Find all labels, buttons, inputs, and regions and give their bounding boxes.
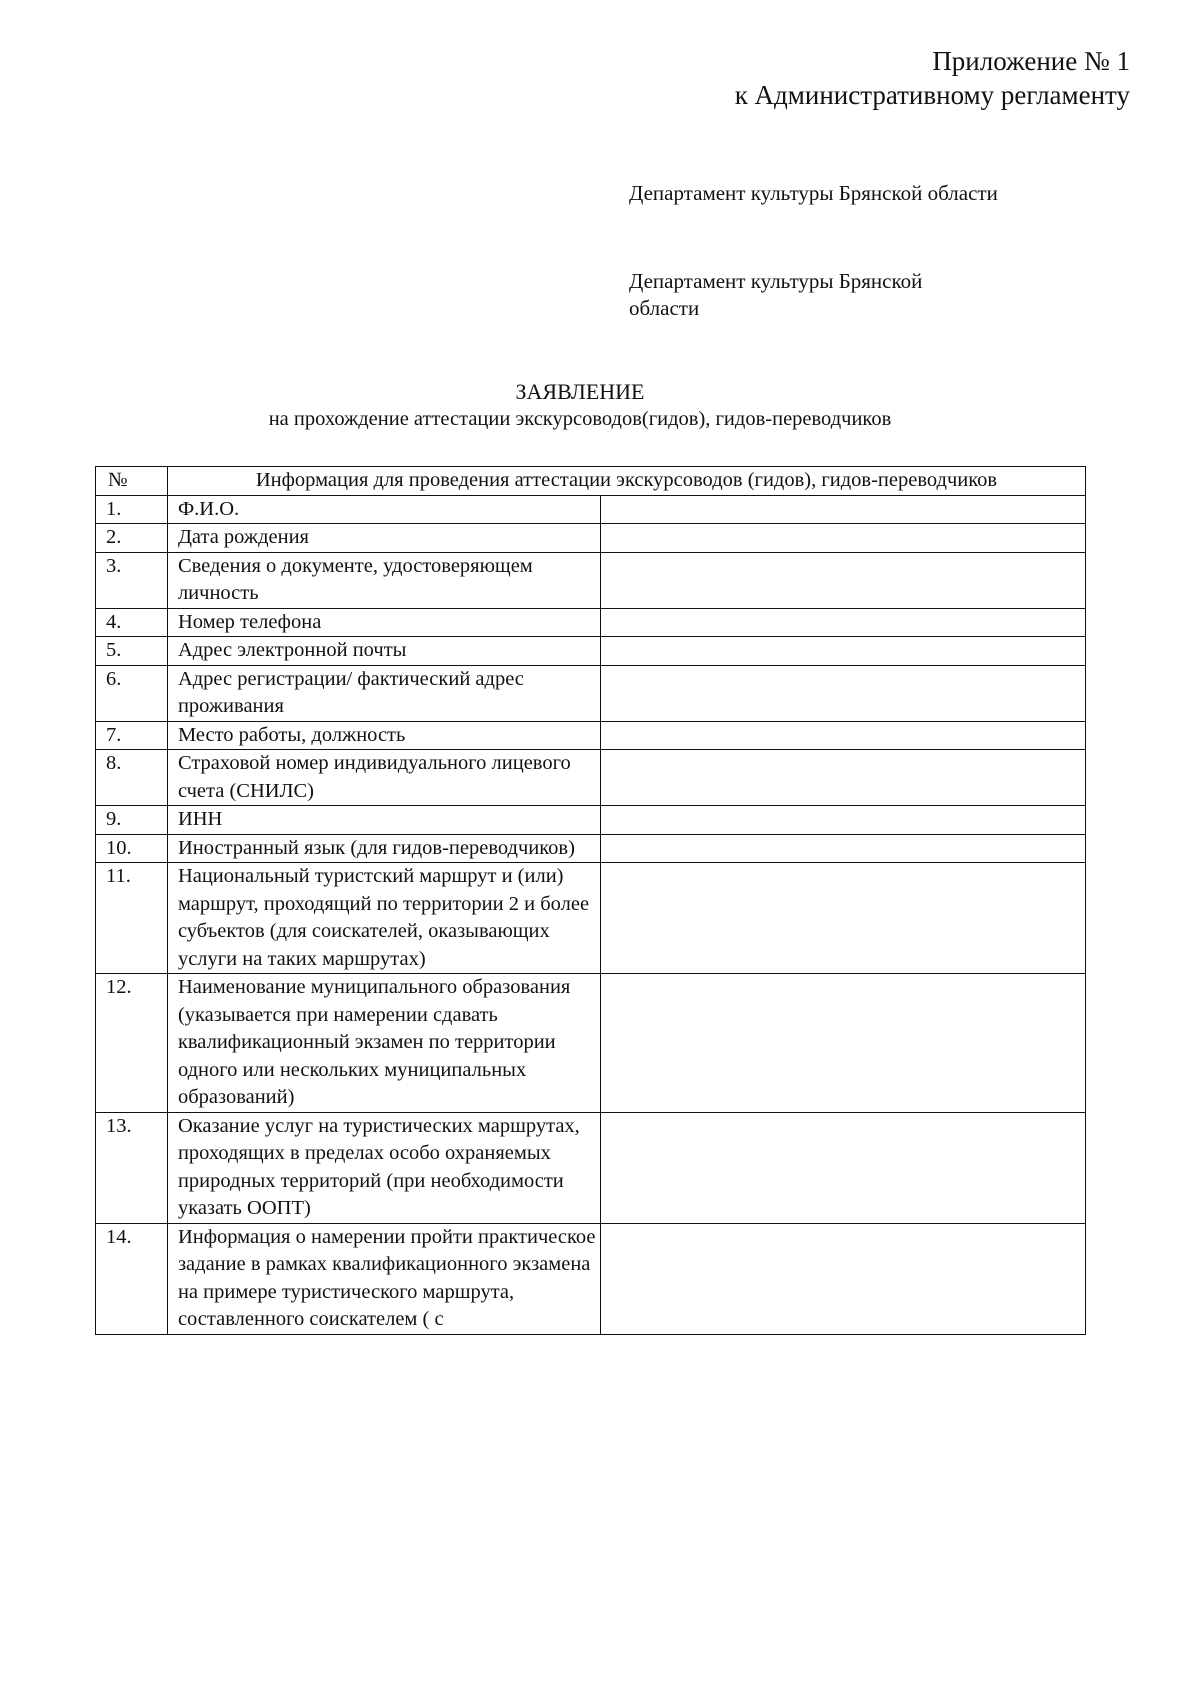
table-row (96, 806, 1086, 835)
appendix-header (735, 44, 1130, 112)
row-number: 3. (96, 552, 168, 608)
row-label: Национальный туристский маршрут и (или) маршрут, проходящий по территории 2 и более субъектов (для соискателей, оказывающих услуги на таких маршрутах) (167, 863, 600, 974)
row-value-field[interactable] (600, 1223, 1085, 1334)
table-row (96, 608, 1086, 637)
row-value-field[interactable] (600, 495, 1085, 524)
table-row (96, 495, 1086, 524)
row-value-field[interactable] (600, 750, 1085, 806)
table-row (96, 750, 1086, 806)
row-label: Адрес электронной почты (167, 637, 600, 666)
table-row (96, 665, 1086, 721)
row-value-field[interactable] (600, 665, 1085, 721)
row-value-field[interactable] (600, 637, 1085, 666)
row-number: 1. (96, 495, 168, 524)
row-number: 2. (96, 524, 168, 553)
row-number: 5. (96, 637, 168, 666)
row-value-field[interactable] (600, 552, 1085, 608)
row-number: 9. (96, 806, 168, 835)
row-number: 13. (96, 1112, 168, 1223)
table-row (96, 834, 1086, 863)
row-number: 6. (96, 665, 168, 721)
document-subtitle: на прохождение аттестации экскурсоводов(гидов), гидов-переводчиков (268, 408, 892, 430)
row-label: Место работы, должность (167, 721, 600, 750)
row-value-field[interactable] (600, 721, 1085, 750)
row-label: Информация о намерении пройти практическое задание в рамках квалификационного экзамена на примере туристического маршрута, составленного соискателем ( с (167, 1223, 600, 1334)
recipient-department-repeat: Департамент культуры Брянской области (629, 269, 923, 320)
row-value-field[interactable] (600, 834, 1085, 863)
row-value-field[interactable] (600, 1112, 1085, 1223)
row-label: Дата рождения (167, 524, 600, 553)
table-row (96, 974, 1086, 1113)
row-number: 12. (96, 974, 168, 1113)
recipient-department: Департамент культуры Брянской области (629, 181, 998, 205)
row-label: Адрес регистрации/ фактический адрес проживания (167, 665, 600, 721)
row-number: 14. (96, 1223, 168, 1334)
row-label: Номер телефона (167, 608, 600, 637)
row-label: Ф.И.О. (167, 495, 600, 524)
table-row (96, 1223, 1086, 1334)
row-number: 7. (96, 721, 168, 750)
row-label: Сведения о документе, удостоверяющем личность (167, 552, 600, 608)
document-title: ЗАЯВЛЕНИЕ (515, 379, 645, 404)
row-number: 11. (96, 863, 168, 974)
row-value-field[interactable] (600, 608, 1085, 637)
table-row (96, 721, 1086, 750)
row-label: Иностранный язык (для гидов-переводчиков) (167, 834, 600, 863)
row-number: 4. (96, 608, 168, 637)
row-value-field[interactable] (600, 974, 1085, 1113)
table-header-row (96, 467, 1086, 496)
table-row (96, 552, 1086, 608)
row-value-field[interactable] (600, 863, 1085, 974)
number-column-header: № (96, 467, 168, 496)
row-label: Наименование муниципального образования (указывается при намерении сдавать квалификационный экзамен по территории одного или нескольких муниципальных образований) (167, 974, 600, 1113)
row-label: ИНН (167, 806, 600, 835)
document-title-block (0, 378, 1160, 432)
row-number: 8. (96, 750, 168, 806)
appendix-number: Приложение № 1 (932, 46, 1130, 76)
appendix-reference: к Административному регламенту (734, 80, 1130, 110)
table-row (96, 524, 1086, 553)
row-label: Страховой номер индивидуального лицевого счета (СНИЛС) (167, 750, 600, 806)
row-value-field[interactable] (600, 524, 1085, 553)
row-label: Оказание услуг на туристических маршрутах, проходящих в пределах особо охраняемых природных территорий (при необходимости указать ООПТ) (167, 1112, 600, 1223)
row-value-field[interactable] (600, 806, 1085, 835)
row-number: 10. (96, 834, 168, 863)
table-row (96, 863, 1086, 974)
table-row (96, 637, 1086, 666)
info-column-header: Информация для проведения аттестации экскурсоводов (гидов), гидов-переводчиков (167, 467, 1085, 496)
table-row (96, 1112, 1086, 1223)
application-form-table (95, 466, 1086, 1335)
